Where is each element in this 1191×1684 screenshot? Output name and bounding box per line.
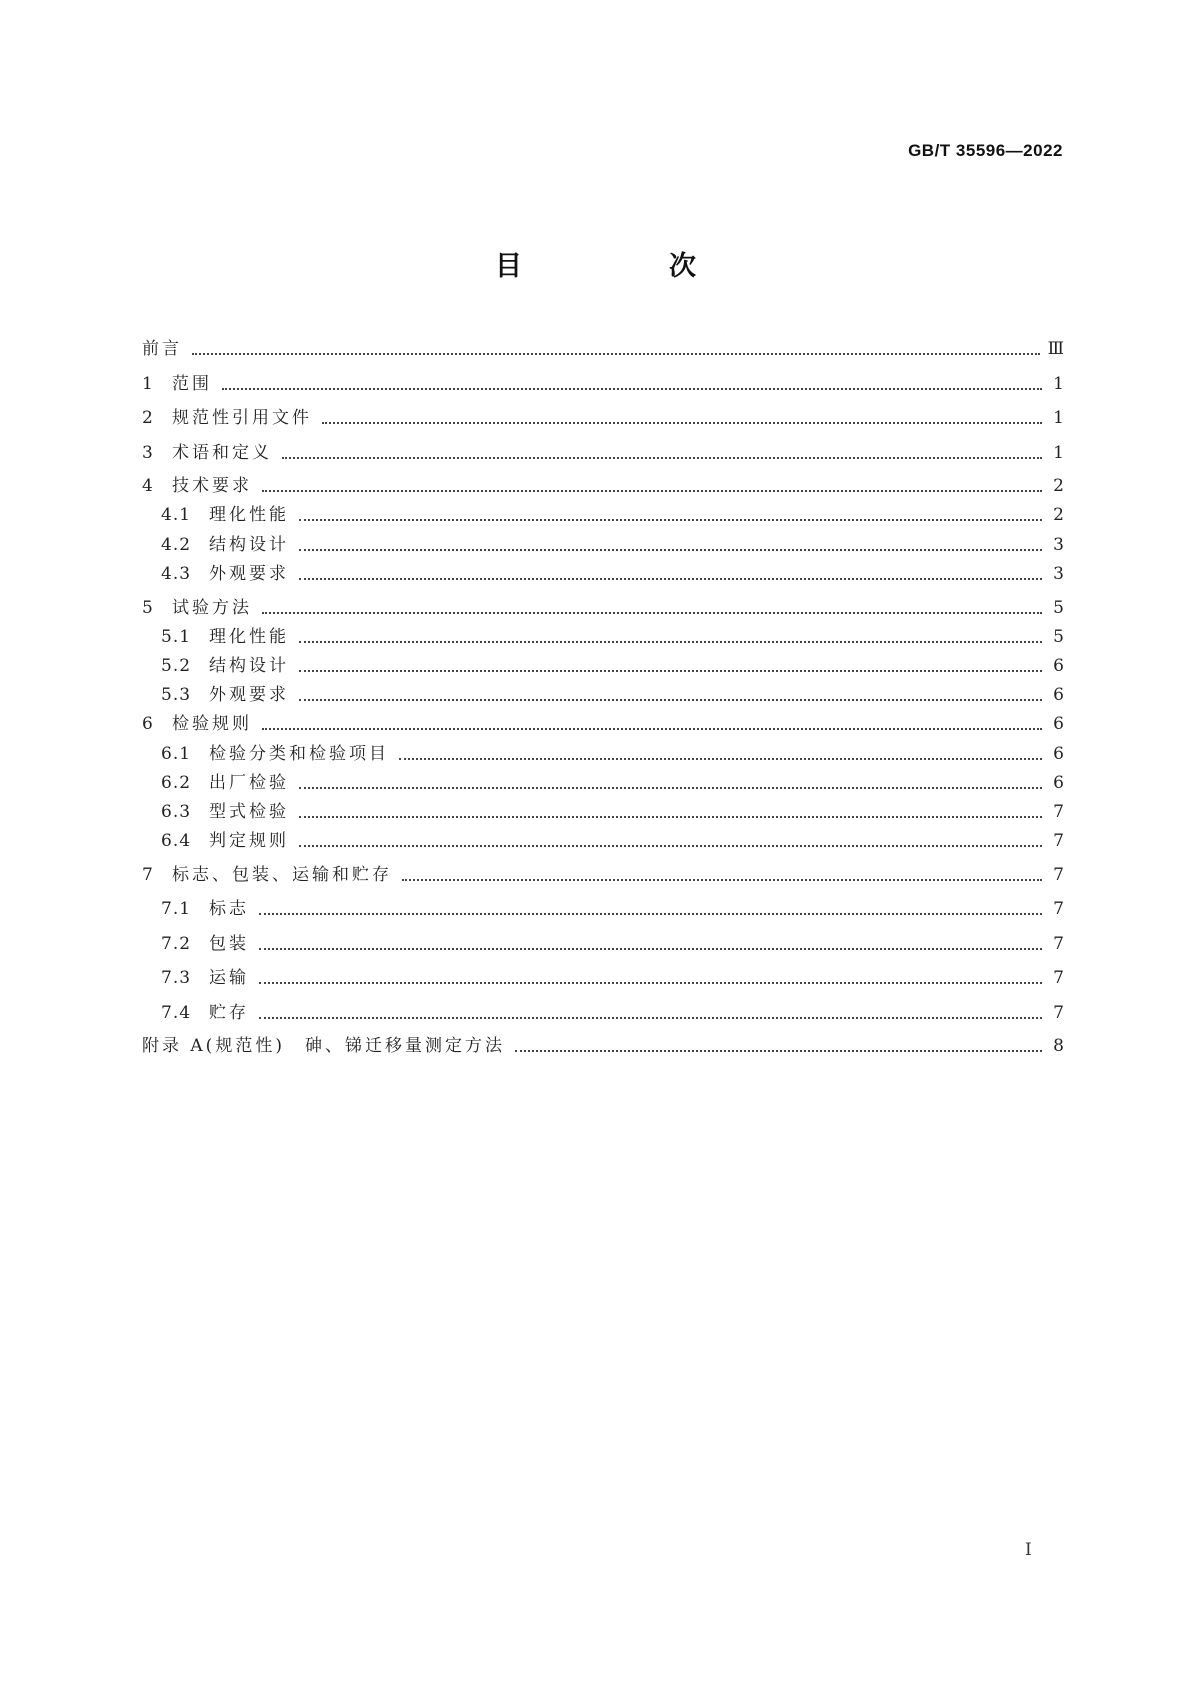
toc-entry-5[interactable] — [142, 597, 1064, 619]
page-number: I — [1025, 1540, 1032, 1560]
dot-leader — [515, 1050, 1042, 1052]
toc-entry-page: 7 — [1053, 865, 1064, 885]
page-title: 目 次 — [495, 251, 756, 282]
toc-entry-6-2[interactable] — [161, 772, 1064, 794]
toc-entry-number: 6 — [142, 714, 154, 734]
toc-entry-page: 2 — [1053, 476, 1064, 496]
toc-entry-6-1[interactable] — [161, 743, 1064, 765]
toc-entry-page: 7 — [1053, 968, 1064, 988]
toc-entry-number: 5.3 — [161, 685, 192, 705]
toc-entry-number: 5 — [142, 598, 154, 618]
dot-leader — [262, 612, 1042, 614]
toc-entry-label: 出厂检验 — [209, 773, 289, 793]
dot-leader — [222, 388, 1042, 390]
toc-entry-6-4[interactable] — [161, 830, 1064, 852]
toc-entry-3[interactable] — [142, 442, 1064, 464]
toc-entry-label: 试验方法 — [172, 598, 252, 618]
dot-leader — [259, 982, 1042, 984]
toc-entry-5-2[interactable] — [161, 655, 1064, 677]
toc-entry-number: 5.2 — [161, 656, 192, 676]
toc-entry-label: 范围 — [172, 374, 212, 394]
dot-leader — [299, 578, 1042, 580]
toc-entry-page: 8 — [1053, 1036, 1064, 1056]
toc-entry-5-1[interactable] — [161, 626, 1064, 648]
dot-leader — [299, 845, 1042, 847]
toc-entry-page: 3 — [1053, 564, 1064, 584]
toc-entry-5-3[interactable] — [161, 684, 1064, 706]
toc-entry-label: 型式检验 — [209, 802, 289, 822]
toc-entry-page: 5 — [1053, 627, 1064, 647]
toc-entry-number: 4 — [142, 476, 154, 496]
toc-entry-number: 7.1 — [161, 899, 192, 919]
toc-entry-page: 7 — [1053, 899, 1064, 919]
toc-entry-label: 理化性能 — [209, 627, 289, 647]
toc-entry-label: 标志、包装、运输和贮存 — [172, 865, 392, 885]
dot-leader — [299, 641, 1042, 643]
toc-entry-label: 技术要求 — [172, 476, 252, 496]
toc-entry-7[interactable] — [142, 864, 1064, 886]
toc-entry-label: 规范性引用文件 — [172, 408, 312, 428]
toc-entry-1[interactable] — [142, 373, 1064, 395]
toc-entry-7-3[interactable] — [161, 967, 1064, 989]
toc-entry-number: 6.4 — [161, 831, 192, 851]
toc-entry-page: 6 — [1053, 714, 1064, 734]
toc-entry-page: 5 — [1053, 598, 1064, 618]
dot-leader — [299, 519, 1042, 521]
toc-entry-2[interactable] — [142, 407, 1064, 429]
dot-leader — [402, 879, 1042, 881]
dot-leader — [299, 699, 1042, 701]
dot-leader — [259, 1017, 1042, 1019]
toc-entry-page: 7 — [1053, 831, 1064, 851]
toc-entry-number: 6.2 — [161, 773, 192, 793]
toc-entry-number: 6.1 — [161, 744, 192, 764]
dot-leader — [299, 816, 1042, 818]
toc-entry-page: 6 — [1053, 685, 1064, 705]
toc-entry-7-4[interactable] — [161, 1002, 1064, 1024]
dot-leader — [299, 549, 1042, 551]
toc-entry-page: 1 — [1053, 408, 1064, 428]
toc-entry-label: 理化性能 — [209, 505, 289, 525]
toc-entry-page: 2 — [1053, 505, 1064, 525]
dot-leader — [259, 913, 1042, 915]
dot-leader — [259, 948, 1042, 950]
standard-code: GB/T 35596—2022 — [908, 141, 1063, 160]
toc-entry-label: 外观要求 — [209, 564, 289, 584]
toc-entry-foreword[interactable] — [142, 338, 1064, 360]
toc-entry-page: 6 — [1053, 744, 1064, 764]
toc-entry-page: 3 — [1053, 535, 1064, 555]
toc-entry-label: 结构设计 — [209, 535, 289, 555]
toc-entry-number: 4.1 — [161, 505, 192, 525]
toc-entry-4[interactable] — [142, 475, 1064, 497]
toc-entry-label: 附录 A(规范性) 砷、锑迁移量测定方法 — [142, 1036, 505, 1056]
toc-entry-page: Ⅲ — [1047, 339, 1064, 359]
toc-entry-page: 1 — [1053, 374, 1064, 394]
dot-leader — [299, 787, 1042, 789]
dot-leader — [262, 490, 1042, 492]
toc-entry-4-3[interactable] — [161, 563, 1064, 585]
toc-entry-label: 检验分类和检验项目 — [209, 744, 389, 764]
toc-entry-label: 运输 — [209, 968, 249, 988]
toc-entry-page: 7 — [1053, 934, 1064, 954]
toc-entry-label: 贮存 — [209, 1003, 249, 1023]
toc-entry-number: 1 — [142, 374, 154, 394]
toc-entry-annex-a[interactable] — [142, 1035, 1064, 1057]
toc-entry-6-3[interactable] — [161, 801, 1064, 823]
toc-entry-number: 5.1 — [161, 627, 192, 647]
dot-leader — [399, 758, 1042, 760]
toc-entry-label: 术语和定义 — [172, 443, 272, 463]
toc-entry-number: 7.3 — [161, 968, 192, 988]
toc-entry-label: 前言 — [142, 339, 182, 359]
dot-leader — [282, 457, 1042, 459]
toc-entry-number: 6.3 — [161, 802, 192, 822]
toc-entry-label: 包装 — [209, 934, 249, 954]
toc-entry-number: 4.2 — [161, 535, 192, 555]
toc-entry-page: 7 — [1053, 1003, 1064, 1023]
toc-entry-number: 7 — [142, 865, 154, 885]
toc-entry-number: 3 — [142, 443, 154, 463]
toc-entry-7-2[interactable] — [161, 933, 1064, 955]
dot-leader — [299, 670, 1042, 672]
dot-leader — [192, 353, 1040, 355]
toc-entry-label: 结构设计 — [209, 656, 289, 676]
toc-entry-page: 1 — [1053, 443, 1064, 463]
toc-entry-4-1[interactable] — [161, 504, 1064, 526]
toc-entry-number: 4.3 — [161, 564, 192, 584]
toc-entry-label: 标志 — [209, 899, 249, 919]
toc-entry-6[interactable] — [142, 713, 1064, 735]
toc-entry-number: 7.4 — [161, 1003, 192, 1023]
toc-entry-number: 7.2 — [161, 934, 192, 954]
dot-leader — [262, 728, 1042, 730]
dot-leader — [322, 422, 1042, 424]
toc-entry-label: 外观要求 — [209, 685, 289, 705]
toc-entry-page: 7 — [1053, 802, 1064, 822]
toc-entry-page: 6 — [1053, 656, 1064, 676]
toc-entry-page: 6 — [1053, 773, 1064, 793]
toc-entry-number: 2 — [142, 408, 154, 428]
toc-entry-label: 检验规则 — [172, 714, 252, 734]
toc-entry-label: 判定规则 — [209, 831, 289, 851]
toc-entry-4-2[interactable] — [161, 534, 1064, 556]
toc-entry-7-1[interactable] — [161, 898, 1064, 920]
